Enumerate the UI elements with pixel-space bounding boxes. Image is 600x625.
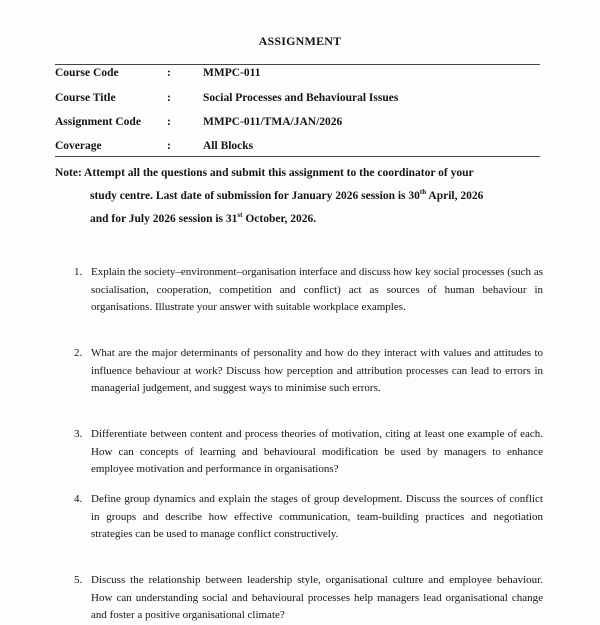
course-title-row [55, 92, 540, 108]
note-line-2-sup: th [419, 188, 427, 197]
bottom-divider [55, 156, 540, 157]
question-text: Define group dynamics and explain the stages of group development. Discuss the sources of conflict in groups and describe how effective communication, team-building practices and negotiation strategies can be used to manage conflict constructively. [91, 493, 543, 540]
note-line-2-text: study centre. Last date of submission for January 2026 session is 30 [90, 190, 420, 202]
note-line-3-end: October, 2026. [242, 213, 317, 225]
question-number: 4. [74, 493, 83, 505]
course-code-value: MMPC-011 [203, 67, 261, 79]
coverage-value: All Blocks [203, 140, 254, 152]
coverage-row [55, 140, 540, 156]
note-line-3-text: and for July 2026 session is 31 [90, 213, 238, 225]
colon: : [167, 140, 171, 152]
question-text: What are the major determinants of personality and how do they interact with values and attitudes to influence behaviour at work? Discuss how perception and attribution processes can lead to errors in managerial judgement, and suggest ways to minimise such errors. [91, 347, 543, 394]
top-divider [55, 64, 540, 65]
course-title-value: Social Processes and Behavioural Issues [203, 92, 399, 104]
coverage-label: Coverage [55, 140, 102, 152]
page-title: ASSIGNMENT [258, 34, 342, 48]
course-title-label: Course Title [55, 92, 116, 104]
question-text: Discuss the relationship between leadership style, organisational culture and employee behaviour. How can understanding social and behavioural processes help managers lead organisational change and foster a positive organisational climate? [91, 574, 543, 621]
assignment-code-value: MMPC-011/TMA/JAN/2026 [203, 116, 343, 128]
note-line-2-end: April, 2026 [426, 190, 484, 202]
question-number: 2. [74, 347, 83, 359]
question-number: 1. [74, 266, 83, 278]
course-code-row [55, 67, 540, 83]
submission-note [55, 162, 545, 231]
assignment-code-label: Assignment Code [55, 116, 141, 128]
course-code-label: Course Code [55, 67, 119, 79]
colon: : [167, 92, 171, 104]
question-text: Explain the society–environment–organisation interface and discuss how key social processes (such as socialisation, cooperation, competition and conflict) act as sources of human behaviour in organisations. Illustrate your answer with suitable workplace examples. [91, 266, 543, 313]
question-number: 5. [74, 574, 83, 586]
question-number: 3. [74, 428, 83, 440]
question-text: Differentiate between content and process theories of motivation, citing at least one example of each. How can concepts of learning and behavioural modification be used by managers to enhance employee motivation and performance in organisations? [91, 428, 543, 475]
note-line-1: Note: Attempt all the questions and submit this assignment to the coordinator of your [55, 167, 474, 179]
assignment-code-row [55, 116, 540, 132]
note-line-3 [55, 208, 545, 231]
note-line-3-sup: st [237, 211, 243, 220]
colon: : [167, 67, 171, 79]
note-line-2 [55, 185, 545, 208]
colon: : [167, 116, 171, 128]
